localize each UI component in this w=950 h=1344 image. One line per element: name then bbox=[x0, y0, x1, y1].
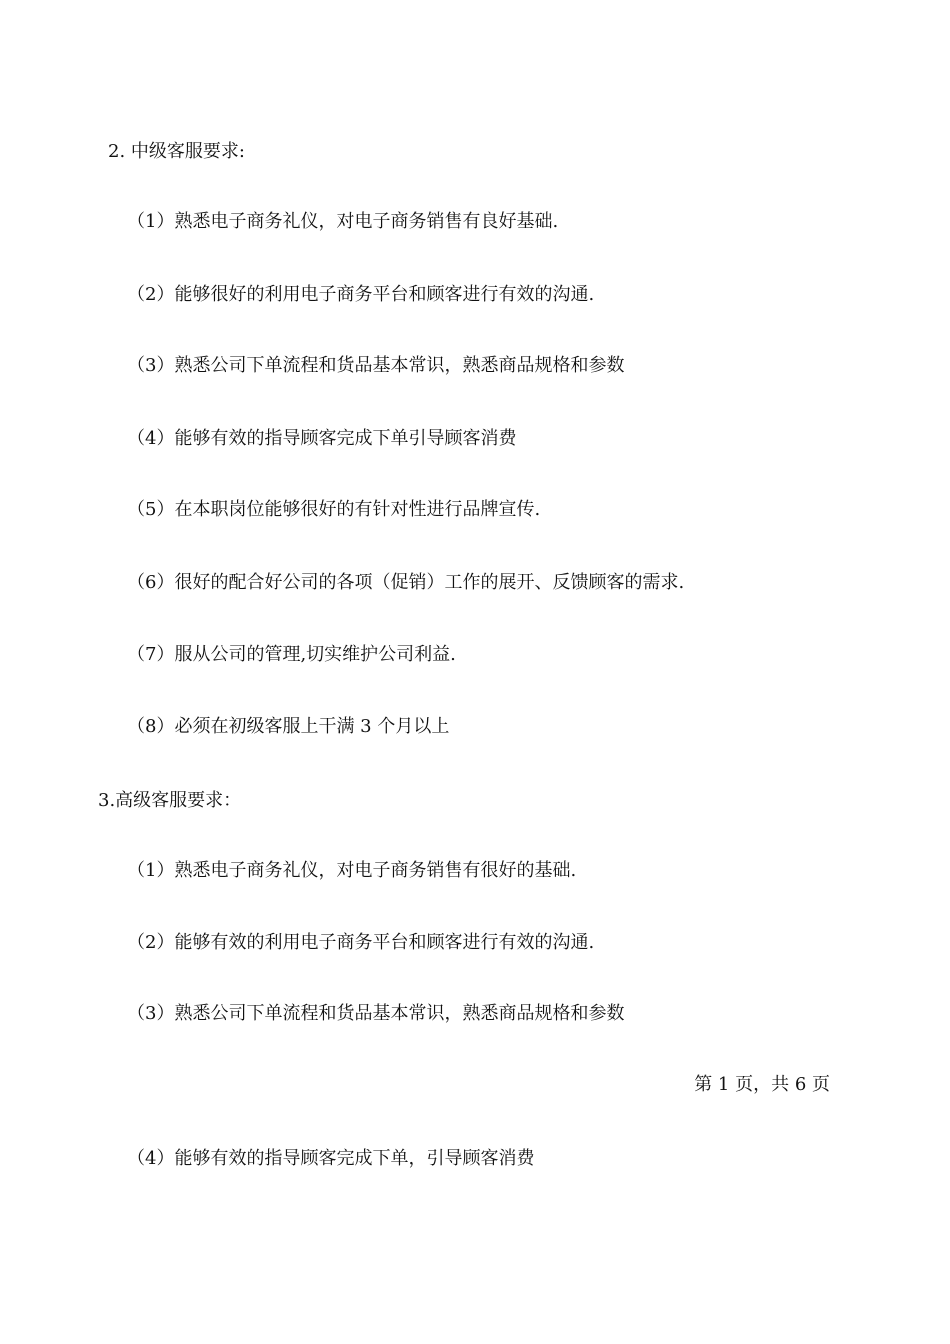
requirement-item: （3）熟悉公司下单流程和货品基本常识，熟悉商品规格和参数 bbox=[127, 1003, 625, 1024]
requirement-item: （7）服从公司的管理,切实维护公司利益. bbox=[127, 644, 456, 665]
requirement-item: （3）熟悉公司下单流程和货品基本常识，熟悉商品规格和参数 bbox=[127, 355, 625, 376]
requirement-item: （2）能够有效的利用电子商务平台和顾客进行有效的沟通. bbox=[127, 932, 595, 953]
page-indicator: 第 1 页，共 6 页 bbox=[694, 1074, 830, 1095]
requirement-item: （4）能够有效的指导顾客完成下单，引导顾客消费 bbox=[127, 1148, 535, 1169]
requirement-item: （8）必须在初级客服上干满 3 个月以上 bbox=[127, 716, 450, 737]
requirement-item: （4）能够有效的指导顾客完成下单引导顾客消费 bbox=[127, 428, 517, 449]
requirement-item: （1）熟悉电子商务礼仪，对电子商务销售有良好基础. bbox=[127, 211, 559, 232]
requirement-item: （6）很好的配合好公司的各项（促销）工作的展开、反馈顾客的需求. bbox=[127, 572, 685, 593]
section-heading-intermediate: 2. 中级客服要求: bbox=[108, 141, 245, 162]
requirement-item: （2）能够很好的利用电子商务平台和顾客进行有效的沟通. bbox=[127, 284, 595, 305]
section-heading-senior: 3.高级客服要求： bbox=[98, 790, 242, 811]
requirement-item: （1）熟悉电子商务礼仪，对电子商务销售有很好的基础. bbox=[127, 860, 577, 881]
requirement-item: （5）在本职岗位能够很好的有针对性进行品牌宣传. bbox=[127, 499, 541, 520]
